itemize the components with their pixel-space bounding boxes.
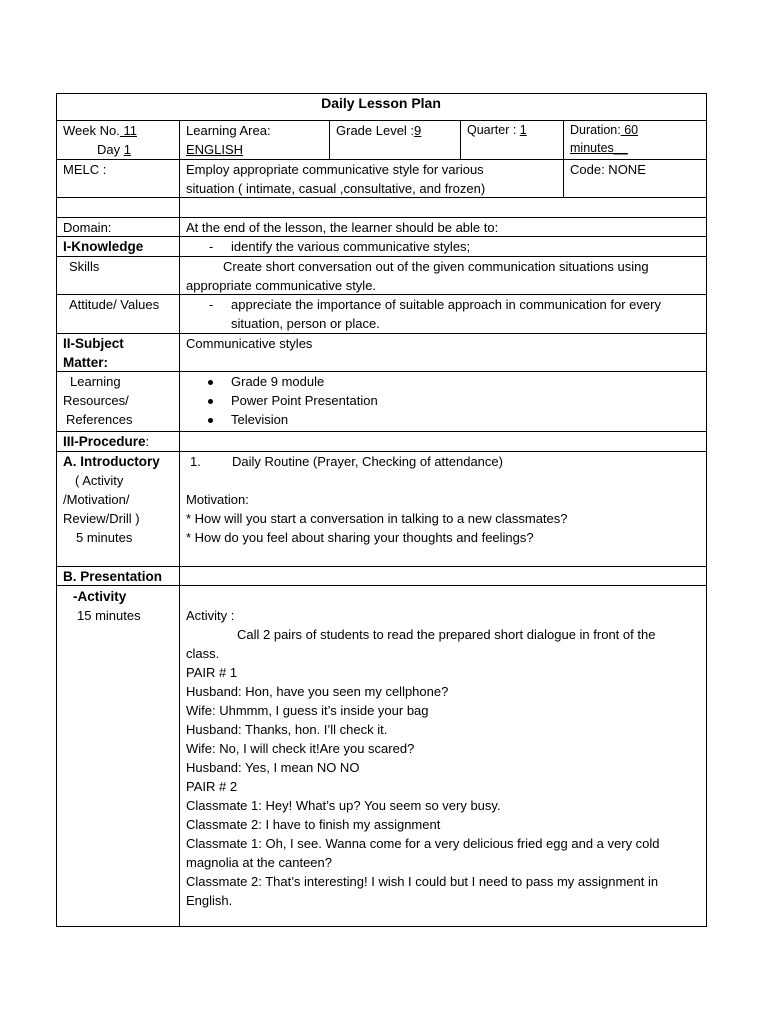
bullet-icon xyxy=(208,380,213,385)
resources-label: Learning Resources/ References xyxy=(63,374,133,427)
skills-label: Skills xyxy=(69,259,100,274)
activity-content: Activity : Call 2 pairs of students to read the prepared short dialogue in front of the class. PAIR # 1 Husband: Hon, have you seen my cellphone? Wife: Uhmmm, I guess it’s inside your bag Husband: Thanks, hon. I’ll check it. Wife: No, I will check it!Are you scared? Husband: Yes, I mean NO NO PAIR # 2 Classmate 1: Hey! What’s up? You seem so very busy. Classmate 2: I have to finish my assignment Classmate 1: Oh, I see. Wanna come for a very delicious fried egg and a very cold magnolia at the canteen? Classmate 2: That’s interesting! I wish I could but I need to pass my assignment in English. xyxy=(186,608,660,908)
table-border-bottom xyxy=(56,926,707,927)
day-number: 1 xyxy=(123,142,131,157)
introductory-label: A. Introductory ( Activity /Motivation/ Review/Drill ) 5 minutes xyxy=(63,454,160,545)
bullet-icon xyxy=(208,399,213,404)
list-item: Grade 9 module xyxy=(208,372,700,391)
table-border-top xyxy=(56,93,707,94)
domain-label: Domain: xyxy=(63,220,112,235)
introductory-content: 1. Daily Routine (Prayer, Checking of attendance) Motivation: * How will you start a conversation in talking to a new classmates? * How do you feel about sharing your thoughts and feelings? xyxy=(186,454,568,545)
list-item: Television xyxy=(208,410,700,429)
grade-level-cell: Grade Level :9 xyxy=(336,123,422,138)
learning-area-value: ENGLISH xyxy=(186,142,244,157)
page-title: Daily Lesson Plan xyxy=(321,95,441,111)
skills-text: Create short conversation out of the given communication situations using appropriate communicative style. xyxy=(186,259,649,293)
table-border-right xyxy=(706,93,707,927)
quarter-value: 1 xyxy=(519,123,527,137)
melc-label: MELC : xyxy=(63,162,107,177)
activity-label: -Activity 15 minutes xyxy=(73,589,141,623)
duration-value: 60 xyxy=(620,123,639,137)
domain-text: At the end of the lesson, the learner should be able to: xyxy=(186,220,499,235)
subject-matter-label: II-Subject Matter: xyxy=(63,336,124,370)
melc-text: Employ appropriate communicative style for various situation ( intimate, casual ,consultative, and frozen) xyxy=(186,162,486,196)
attitude-text: - appreciate the importance of suitable approach in communication for every situation, person or place. xyxy=(209,297,661,331)
lesson-plan-page: Daily Lesson Plan Week No. 11 Day 1 Learning Area: ENGLISH Grade Level :9 Quarter : 1 Duration: 60 minutes__ MELC : Employ appropriate communicative style for various situation ( intimate, casual ,consultative, and frozen) Code: NONE Domain: At the end of the lesson, the learner should be able to: I-Knowledge - identify the various communicative styles; Skills Create short conversation out of the given communication situations using appropriate communicative style. Attitude/ Values - appreciate the importance of suitable approach in communication for every situation, person or place. II-Subject Matter: Communicative styles Learning Resources/ References Grade 9 module Power Point Presentation Television III-Procedure: A. Introductory ( Activity /Motivation/ Review/Drill ) 5 minutes 1. Daily Routine (Prayer, Checking of attendance) Motivation: * How will you start a conversation in talking to a new classmates? * How do you feel about sharing your thoughts and feelings? B. Presentation -Activity 15 minutes Activity : Call 2 pairs of students to read the prepared short dialogue in front of the class. PAIR # 1 Husband: Hon, have you seen my cellphone? Wife: Uhmmm, I guess it’s inside your bag Husband: Thanks, hon. I’ll check it. Wife: No, I will check it!Are you scared? Husband: Yes, I mean NO NO PAIR # 2 Classmate 1: Hey! What’s up? You seem so very busy. Classmate 2: I have to finish my assignment Classmate 1: Oh, I see. Wanna come for a very delicious fried egg and a very cold magnolia at the canteen? Classmate 2: That’s interesting! I wish I could but I need to pass my assignment in English. xyxy=(0,0,768,1024)
learning-area-cell: Learning Area: ENGLISH xyxy=(180,121,329,159)
presentation-label: B. Presentation xyxy=(63,569,163,584)
procedure-label: III-Procedure: xyxy=(63,434,150,449)
week-number: 11 xyxy=(119,123,137,138)
resources-list xyxy=(180,372,706,429)
duration-cell: Duration: 60 minutes__ xyxy=(570,123,639,155)
list-item: Power Point Presentation xyxy=(208,391,700,410)
knowledge-label: I-Knowledge xyxy=(63,239,144,254)
subject-matter-text: Communicative styles xyxy=(186,336,313,351)
quarter-cell: Quarter : 1 xyxy=(467,123,527,137)
week-day-cell: Week No. 11 Day 1 xyxy=(63,123,137,157)
attitude-label: Attitude/ Values xyxy=(69,297,160,312)
grade-level-value: 9 xyxy=(414,123,422,138)
bullet-icon xyxy=(208,418,213,423)
melc-code: Code: NONE xyxy=(570,162,646,177)
